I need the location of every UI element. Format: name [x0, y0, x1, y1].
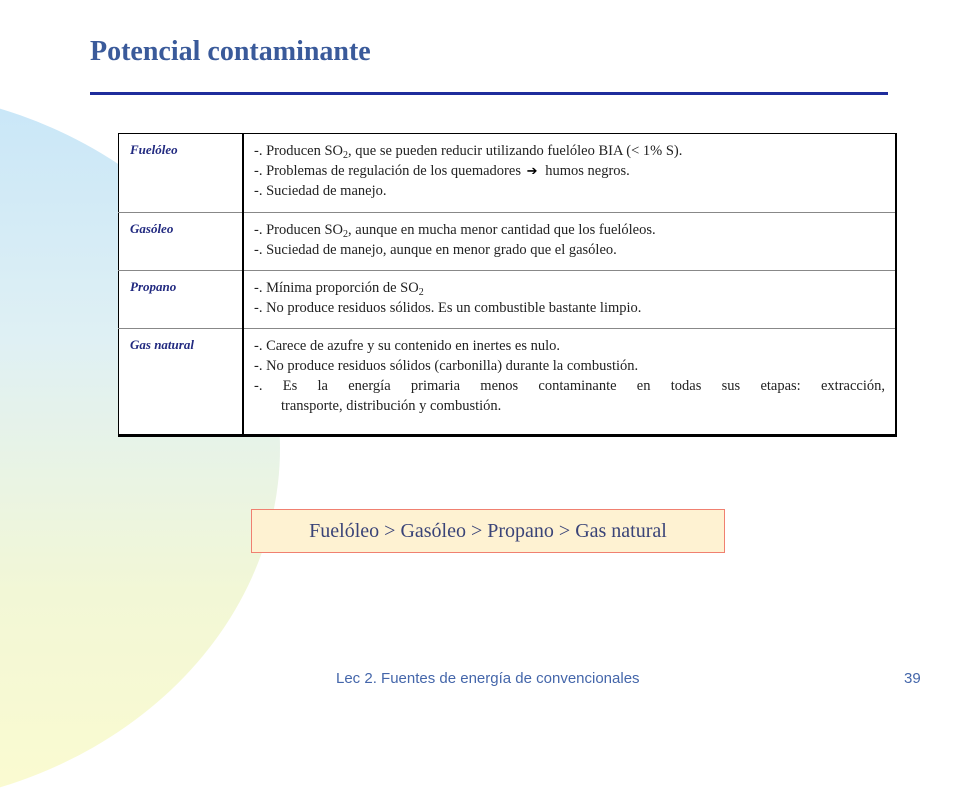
row-label: Fuelóleo	[119, 134, 244, 213]
table-row-gasoleo	[119, 213, 897, 271]
table-row-gas-natural	[119, 329, 897, 436]
page-number: 39	[904, 670, 921, 687]
text-line: -. Mínima proporción de $SO_2$	[254, 280, 424, 298]
text-line: -. Es la energía primaria menos contaminante en todas sus etapas: extracción,	[254, 378, 885, 394]
row-label: Gas natural	[119, 329, 244, 436]
right-arrow-icon: ➔	[526, 163, 538, 178]
text-line: -. Suciedad de manejo.	[254, 183, 387, 199]
row-label: Propano	[119, 271, 244, 329]
text-line: -. Carece de azufre y su contenido en inertes es nulo.	[254, 338, 560, 354]
row-text	[243, 271, 896, 329]
title-underline	[90, 92, 888, 95]
row-text	[243, 213, 896, 271]
slide-title: Potencial contaminante	[90, 36, 371, 67]
text-line: -. Producen $SO_2$, aunque en mucha menor cantidad que los fuelóleos.	[254, 222, 656, 240]
text-line: transporte, distribución y combustión.	[281, 398, 502, 414]
text-line: -. Problemas de regulación de los quemadores ➔ humos negros.	[254, 163, 630, 179]
text-line: -. No produce residuos sólidos (carbonilla) durante la combustión.	[254, 358, 639, 374]
text-line: -. No produce residuos sólidos. Es un combustible bastante limpio.	[254, 300, 642, 316]
summary-box: Fuelóleo > Gasóleo > Propano > Gas natural	[251, 509, 725, 553]
table-row-propano	[119, 271, 897, 329]
fuel-comparison-table	[118, 133, 897, 437]
text-line: -. Suciedad de manejo, aunque en menor grado que el gasóleo.	[254, 242, 617, 258]
row-text	[243, 134, 896, 213]
row-label: Gasóleo	[119, 213, 244, 271]
row-text	[243, 329, 896, 436]
footer-text: Lec 2. Fuentes de energía de convencionales	[336, 670, 640, 687]
text-line: -. Producen $SO_2$, que se pueden reducir utilizando fuelóleo BIA (< 1% S).	[254, 143, 683, 161]
table-row-fueloleo	[119, 134, 897, 213]
